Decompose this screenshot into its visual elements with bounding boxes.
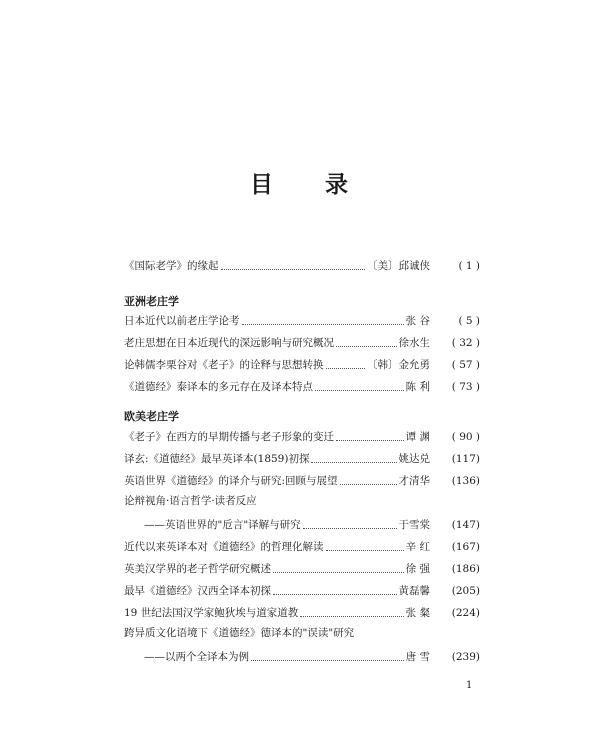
entry-page: ( 73 ) (451, 381, 480, 393)
entry-page: ( 57 ) (451, 359, 480, 371)
entry-page: ( 90 ) (451, 431, 480, 443)
entry-title: 《道德经》泰译本的多元存在及译本特点 (124, 381, 313, 393)
toc-entry-subtitle[interactable] (124, 644, 480, 664)
dot-leader (326, 368, 366, 369)
dot-leader (221, 269, 366, 270)
entry-title: 论韩儒李栗谷对《老子》的诠释与思想转换 (124, 359, 324, 371)
entry-page: ( 1 ) (458, 260, 480, 272)
dot-leader (326, 550, 404, 551)
entry-title: ——英语世界的"卮言"译解与研究 (144, 519, 301, 531)
section-heading-euro-america: 欧美老庄学 (124, 410, 179, 423)
toc-entry-intro[interactable] (124, 253, 480, 273)
dot-leader (311, 462, 396, 463)
entry-author: 唐 雪 (405, 651, 430, 663)
entry-title: 19 世纪法国汉学家鲍狄埃与道家道教 (124, 607, 299, 619)
toc-entry-title-line[interactable]: 跨异质文化语境下《道德经》德译本的"误读"研究 (124, 627, 355, 639)
toc-entry[interactable] (124, 534, 480, 554)
entry-title: 英语世界《道德经》的译介与研究:回顾与展望 (124, 475, 338, 487)
entry-author: 黄磊馨 (398, 585, 430, 597)
entry-title: 老庄思想在日本近现代的深远影响与研究概况 (124, 337, 334, 349)
entry-title: ——以两个全译本为例 (144, 651, 249, 663)
entry-author: 姚达兑 (398, 453, 430, 465)
entry-author: 陈 利 (405, 381, 430, 393)
entry-title: 英美汉学界的老子哲学研究概述 (124, 563, 271, 575)
dot-leader (340, 484, 397, 485)
section-heading-asia: 亚洲老庄学 (124, 295, 179, 308)
toc-entry[interactable] (124, 578, 480, 598)
entry-page: (186) (451, 563, 480, 575)
entry-page: ( 5 ) (458, 315, 480, 327)
entry-author: 张 谷 (405, 315, 430, 327)
page-number: 1 (466, 680, 473, 691)
entry-page: (239) (451, 651, 480, 663)
entry-title: 最早《道德经》汉西全译本初探 (124, 585, 271, 597)
entry-author: 于雪棠 (398, 519, 430, 531)
entry-page: (136) (451, 475, 480, 487)
toc-entry-title-line[interactable]: 论辩视角·语言哲学·读者反应 (124, 495, 257, 507)
entry-page: (147) (451, 519, 480, 531)
toc-entry[interactable] (124, 600, 480, 620)
entry-title: 《老子》在西方的早期传播与老子形象的变迁 (124, 431, 334, 443)
toc-entry[interactable] (124, 308, 480, 328)
entry-title: 日本近代以前老庄学论考 (124, 315, 240, 327)
dot-leader (273, 572, 404, 573)
dot-leader (303, 528, 397, 529)
dot-leader (315, 390, 404, 391)
toc-entry-subtitle[interactable] (124, 512, 480, 532)
toc-entry[interactable] (124, 374, 480, 394)
page-title: 目 录 (249, 172, 370, 198)
entry-page: (224) (451, 607, 480, 619)
dot-leader (336, 346, 397, 347)
entry-author: 〔韩〕金允勇 (367, 359, 430, 371)
entry-page: (117) (451, 453, 480, 465)
dot-leader (273, 594, 397, 595)
entry-page: ( 32 ) (451, 337, 480, 349)
dot-leader (300, 616, 403, 617)
entry-author: 谭 渊 (405, 431, 430, 443)
toc-entry[interactable] (124, 468, 480, 488)
entry-page: (205) (451, 585, 480, 597)
toc-entry[interactable] (124, 556, 480, 576)
toc-entry[interactable] (124, 330, 480, 350)
entry-author: 徐水生 (398, 337, 430, 349)
dot-leader (336, 440, 404, 441)
entry-author: 辛 红 (405, 541, 430, 553)
entry-author: 〔美〕邱诚侠 (367, 260, 430, 272)
entry-title: 近代以来英译本对《道德经》的哲理化解读 (124, 541, 324, 553)
entry-title: 译玄:《道德经》最早英译本(1859)初探 (124, 453, 310, 465)
entry-author: 张 粲 (405, 607, 430, 619)
entry-page: (167) (451, 541, 480, 553)
toc-entry[interactable] (124, 424, 480, 444)
dot-leader (242, 324, 404, 325)
dot-leader (251, 660, 404, 661)
entry-author: 才清华 (398, 475, 430, 487)
toc-entry[interactable] (124, 352, 480, 372)
entry-author: 徐 强 (405, 563, 430, 575)
toc-entry[interactable] (124, 446, 480, 466)
entry-title: 《国际老学》的缘起 (124, 260, 219, 272)
